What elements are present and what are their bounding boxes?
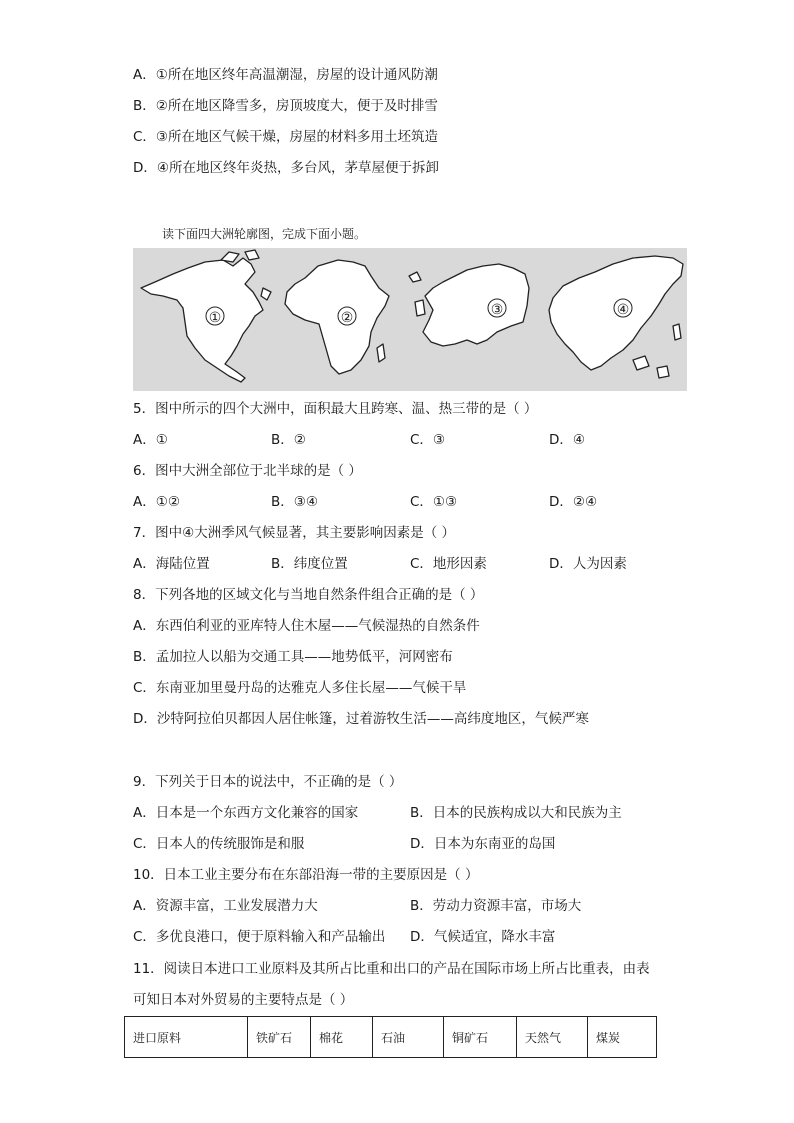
q10-option-a: A．资源丰富，工业发展潜力大 bbox=[133, 898, 318, 914]
q8-stem: 8．下列各地的区域文化与当地自然条件组合正确的是（ ） bbox=[133, 587, 484, 603]
q4-option-d: D．④所在地区终年炎热，多台风，茅草屋便于拆卸 bbox=[133, 160, 439, 176]
q7-option-b: B．纬度位置 bbox=[271, 556, 348, 572]
q5-option-d: D．④ bbox=[549, 432, 585, 448]
q6-option-b: B．③④ bbox=[271, 494, 318, 510]
q6-option-a: A．①② bbox=[133, 494, 180, 510]
continents-figure bbox=[133, 248, 687, 391]
q10-options-row1 bbox=[133, 897, 693, 915]
q8-option-a: A．东西伯利亚的亚库特人住木屋——气候湿热的自然条件 bbox=[133, 618, 480, 634]
table-header-cell: 天然气 bbox=[517, 1017, 588, 1058]
q11-stem-line2: 可知日本对外贸易的主要特点是（ ） bbox=[133, 992, 354, 1008]
q5-stem: 5．图中所示的四个大洲中，面积最大且跨寒、温、热三带的是（ ） bbox=[133, 401, 538, 417]
map-label-2: ② bbox=[340, 310, 354, 326]
q9-option-b: B．日本的民族构成以大和民族为主 bbox=[410, 805, 622, 821]
q6-option-c: C．①③ bbox=[410, 494, 458, 510]
q9-options-row1 bbox=[133, 804, 693, 822]
table-header-cell: 铜矿石 bbox=[444, 1017, 517, 1058]
q10-options-row2 bbox=[133, 928, 693, 946]
q10-stem: 10．日本工业主要分布在东部沿海一带的主要原因是（ ） bbox=[133, 867, 479, 883]
q7-option-d: D．人为因素 bbox=[549, 556, 627, 572]
q9-option-a: A．日本是一个东西方文化兼容的国家 bbox=[133, 805, 359, 821]
q6-stem: 6．图中大洲全部位于北半球的是（ ） bbox=[133, 463, 362, 479]
q9-options-row2 bbox=[133, 835, 693, 853]
europe-outline bbox=[423, 264, 529, 346]
q4-option-a: A．①所在地区终年高温潮湿，房屋的设计通风防潮 bbox=[133, 67, 438, 83]
q9-option-d: D．日本为东南亚的岛国 bbox=[410, 836, 556, 852]
q7-stem: 7．图中④大洲季风气候显著，其主要影响因素是（ ） bbox=[133, 525, 455, 541]
table-header-cell: 石油 bbox=[373, 1017, 444, 1058]
q8-option-d: D．沙特阿拉伯贝都因人居住帐篷，过着游牧生活——高纬度地区，气候严寒 bbox=[133, 711, 589, 727]
north-america-outline bbox=[141, 258, 263, 382]
q5-option-c: C．③ bbox=[410, 432, 446, 448]
q11-stem-line1: 11．阅读日本进口工业原料及其所占比重和出口的产品在国际市场上所占比重表，由表 bbox=[133, 961, 650, 977]
q5-option-a: A．① bbox=[133, 432, 168, 448]
q10-option-c: C．多优良港口，便于原料输入和产品输出 bbox=[133, 929, 386, 945]
table-header-cell: 煤炭 bbox=[588, 1017, 657, 1058]
reading-intro: 读下面四大洲轮廓图，完成下面小题。 bbox=[162, 227, 367, 241]
map-label-3: ③ bbox=[490, 302, 504, 318]
table-header-cell: 棉花 bbox=[311, 1017, 373, 1058]
table-header-cell: 进口原料 bbox=[125, 1017, 248, 1058]
q5-option-b: B．② bbox=[271, 432, 306, 448]
map-label-1: ① bbox=[208, 310, 222, 326]
q10-option-d: D．气候适宜，降水丰富 bbox=[410, 929, 556, 945]
q7-options bbox=[133, 555, 693, 573]
africa-outline bbox=[285, 260, 389, 374]
q10-option-b: B．劳动力资源丰富，市场大 bbox=[410, 898, 582, 914]
q7-option-c: C．地形因素 bbox=[410, 556, 487, 572]
continent-outline-maps bbox=[133, 248, 687, 391]
table-row bbox=[125, 1017, 657, 1058]
map-label-4: ④ bbox=[616, 302, 630, 318]
q9-stem: 9．下列关于日本的说法中，不正确的是（ ） bbox=[133, 774, 403, 790]
q4-option-c: C．③所在地区气候干燥，房屋的材料多用土坯筑造 bbox=[133, 129, 439, 145]
q6-option-d: D．②④ bbox=[549, 494, 598, 510]
q4-option-b: B．②所在地区降雪多，房顶坡度大，便于及时排雪 bbox=[133, 98, 438, 114]
q6-options bbox=[133, 493, 693, 511]
table-header-cell: 铁矿石 bbox=[248, 1017, 311, 1058]
q8-option-c: C．东南亚加里曼丹岛的达雅克人多住长屋——气候干旱 bbox=[133, 680, 467, 696]
q7-option-a: A．海陆位置 bbox=[133, 556, 210, 572]
q5-options bbox=[133, 431, 693, 449]
q9-option-c: C．日本人的传统服饰是和服 bbox=[133, 836, 305, 852]
q8-option-b: B．孟加拉人以船为交通工具——地势低平，河网密布 bbox=[133, 649, 453, 665]
trade-table bbox=[124, 1016, 657, 1058]
